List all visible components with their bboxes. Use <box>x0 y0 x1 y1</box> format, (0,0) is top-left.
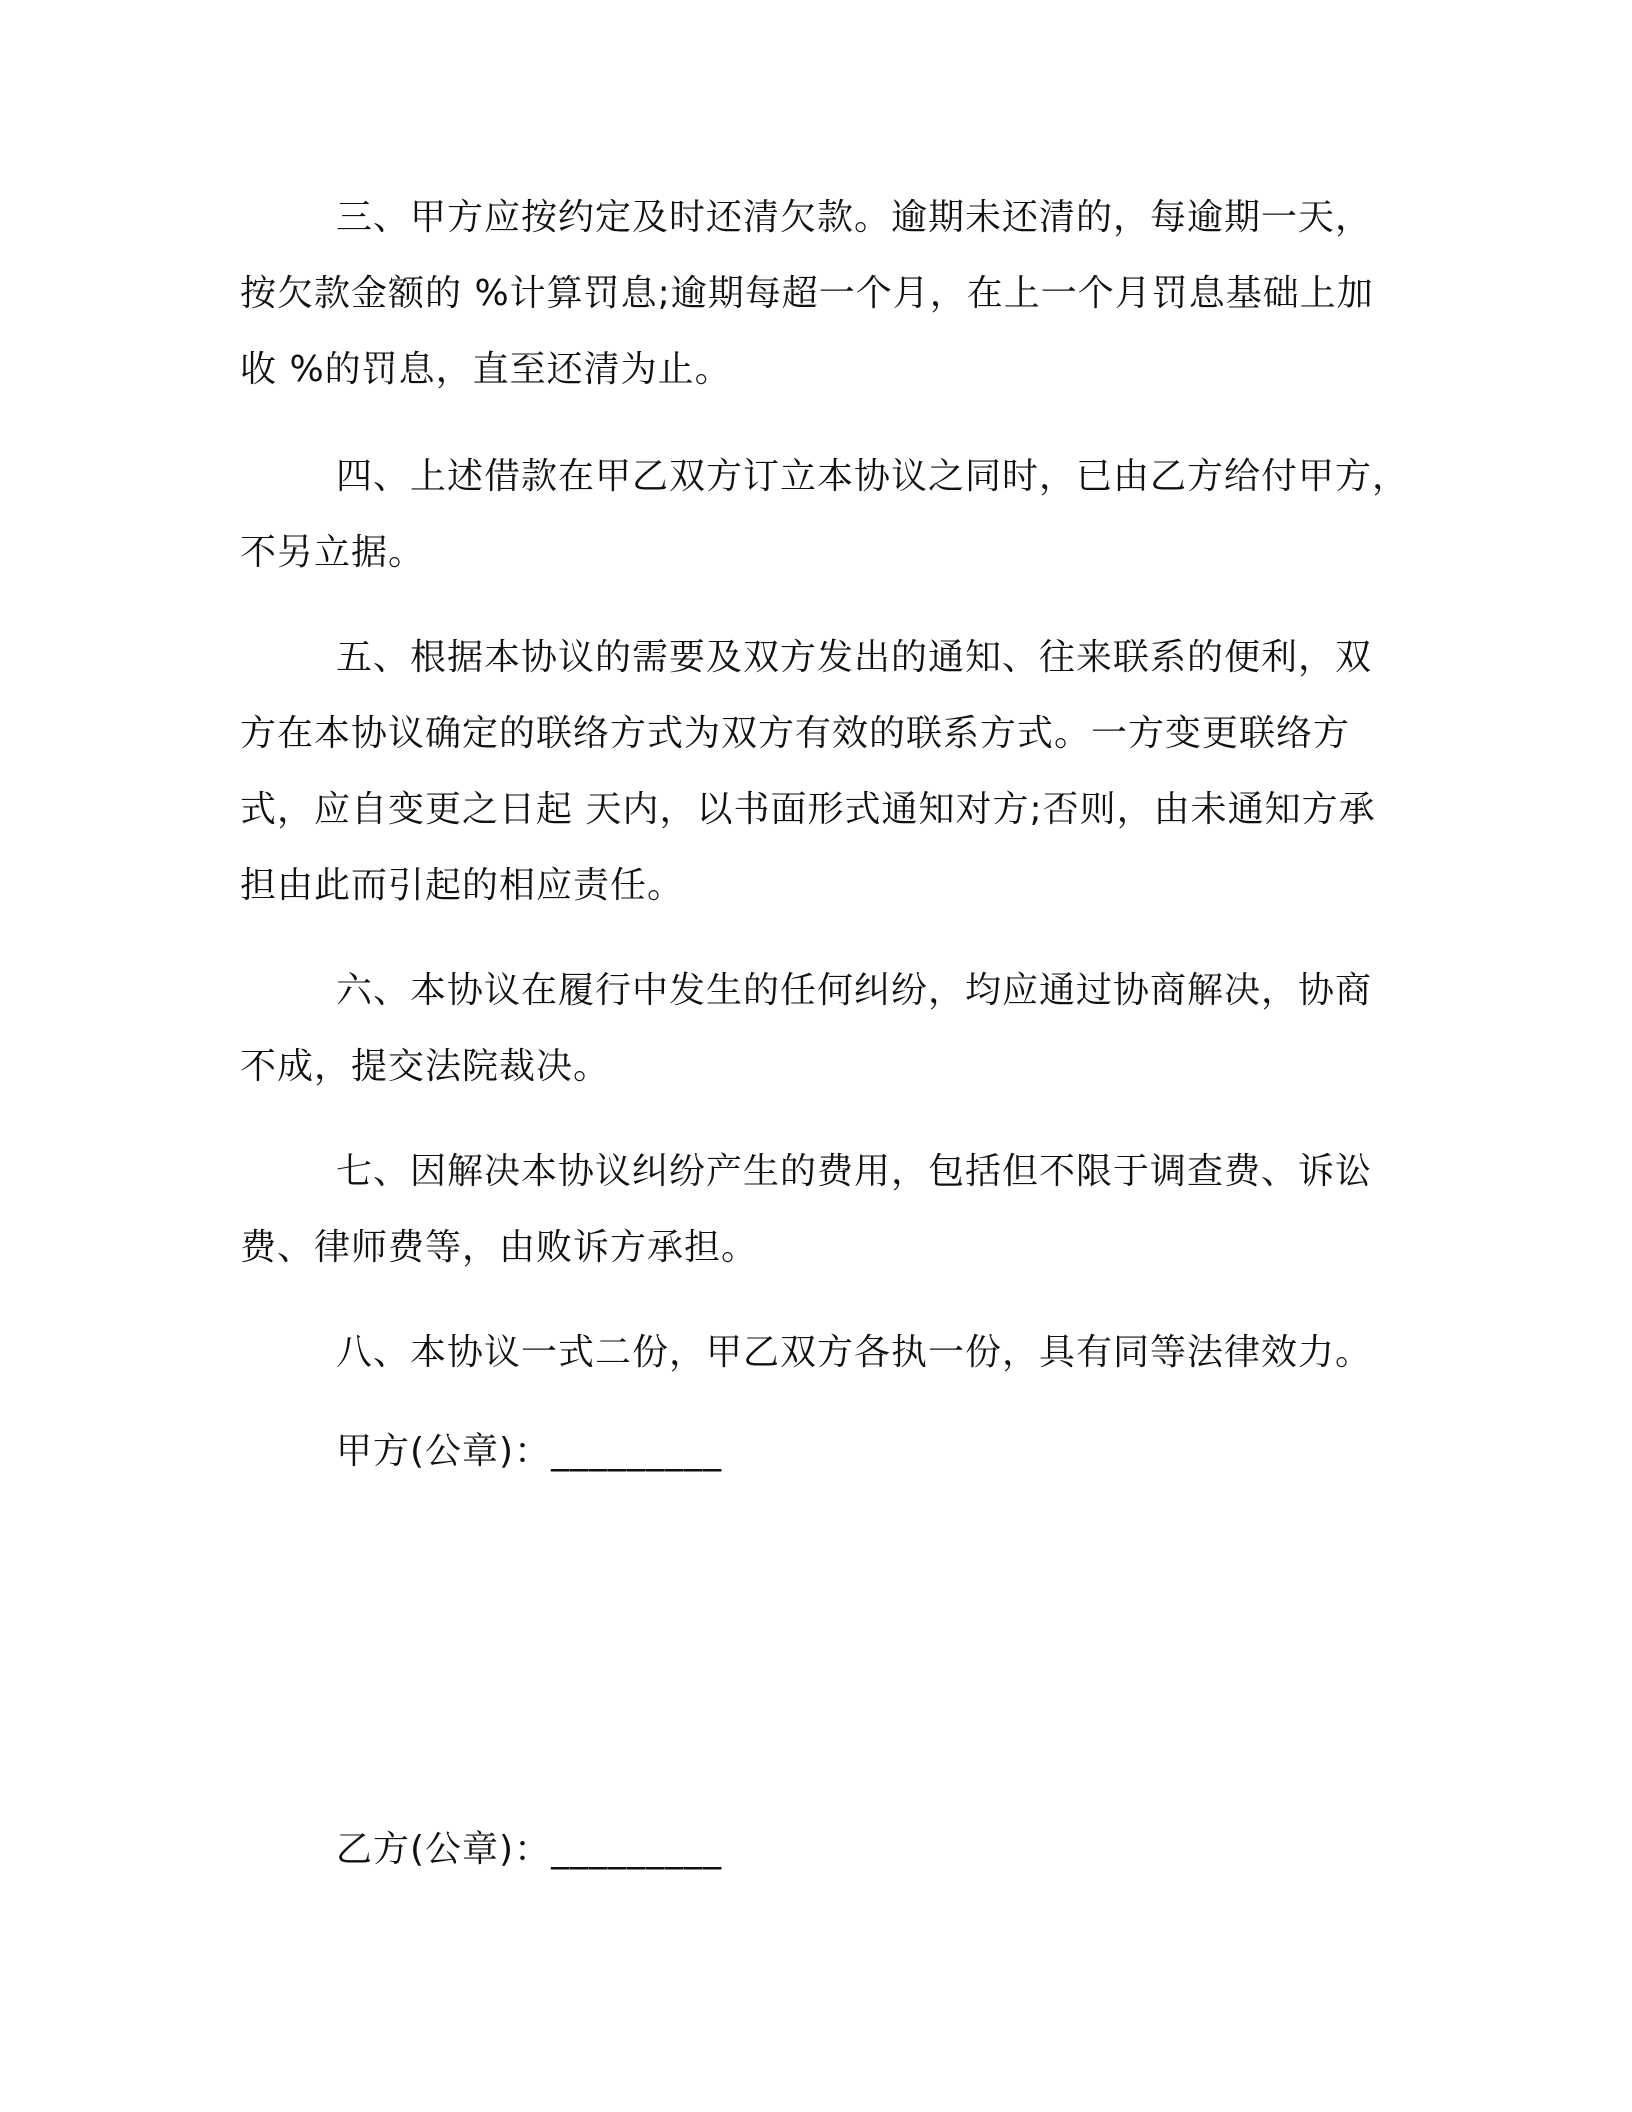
clause-7-line-2: 费、律师费等，由败诉方承担。 <box>240 1227 759 1268</box>
clause-8-line-1: 八、本协议一式二份，甲乙双方各执一份，具有同等法律效力。 <box>336 1332 1373 1373</box>
clause-5-line-2: 方在本协议确定的联络方式为双方有效的联系方式。一方变更联络方 <box>240 713 1351 754</box>
clause-3-line-3: 收 %的罚息，直至还清为止。 <box>240 349 732 390</box>
clause-7-line-1: 七、因解决本协议纠纷产生的费用，包括但不限于调查费、诉讼 <box>336 1151 1373 1192</box>
clause-3-line-2: 按欠款金额的 %计算罚息;逾期每超一个月，在上一个月罚息基础上加 <box>240 273 1374 314</box>
clause-3-line-1: 三、甲方应按约定及时还清欠款。逾期未还清的，每逾期一天， <box>336 197 1373 238</box>
party-b-signature-line: 乙方(公章)：_________ <box>336 1829 723 1870</box>
party-a-signature-line: 甲方(公章)：_________ <box>336 1431 723 1472</box>
clause-4-line-2: 不另立据。 <box>240 532 426 573</box>
clause-5-line-1: 五、根据本协议的需要及双方发出的通知、往来联系的便利，双 <box>336 637 1373 678</box>
clause-4-line-1: 四、上述借款在甲乙双方订立本协议之同时，已由乙方给付甲方， <box>336 456 1410 497</box>
clause-5-line-4: 担由此而引起的相应责任。 <box>240 865 685 906</box>
clause-6-line-1: 六、本协议在履行中发生的任何纠纷，均应通过协商解决，协商 <box>336 970 1373 1011</box>
clause-5-line-3: 式，应自变更之日起 天内，以书面形式通知对方;否则，由未通知方承 <box>240 789 1376 830</box>
clause-6-line-2: 不成，提交法院裁决。 <box>240 1046 611 1087</box>
